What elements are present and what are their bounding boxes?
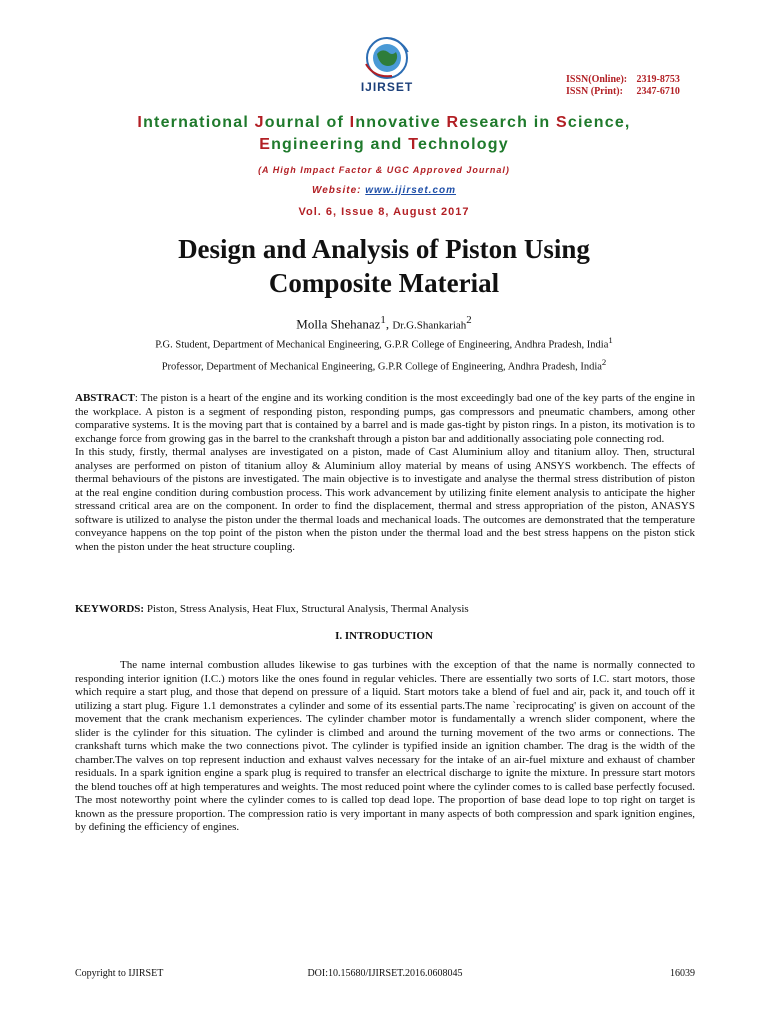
journal-title-part: echnology [417, 136, 509, 153]
affiliation-1-sup: 1 [608, 335, 613, 345]
journal-title-line2 [0, 136, 768, 154]
issn-online: 2319-8753 [636, 74, 680, 85]
journal-title-part: nternational [143, 114, 255, 131]
journal-title-part: R [446, 114, 460, 131]
footer-copyright: Copyright to IJIRSET [75, 968, 164, 979]
journal-title-part: nnovative [355, 114, 447, 131]
intro-paragraph-1: The name internal combustion alludes likewise to gas turbines with the exception of that the name is normally connected to responding interior ignition (I.C.) motors like the ones found in regular vehicles. There are essentially two sorts of I.C. start motors, those which require a start plug, and those that depend on pressure of a liquid. Start motors take a blend of fuel and air, pack it, and touch off it utilizing a start plug. Figure 1.1 demonstrates a cylinder and some of its essential parts.The name `reciprocating' is given on account of the movement that the crank mechanism experiences. The cylinder chamber motor is fundamentally a wrench slider component, where the slider is the cylinder for this situation. The cylinder is climbed and around the turning movement of the two arms or connections. The crankshaft turns which make the two connections pivot. The cylinder is typified inside an ignition chamber. The drag is the width of the chamber.The valves on top represent induction and exhaust valves necessary for the intake of an air-fuel mixture and exhaust of chamber residuals. In a spark ignition engine a spark plug is required to transfer an electrical discharge to ignite the mixture. In pressure start motors the blend touches off at high temperatures and weights. The most reduced point where the cylinder comes to is called base perfectly focused. The most noteworthy point where the cylinder comes to is called top dead lope. The proportion of base dead lope to top right on target is known as the pressure proportion. The compression ratio is very important in many aspects of both compression and spark ignition engines, by defining the efficiency of engines. [75, 659, 695, 833]
journal-title-line1 [0, 114, 768, 132]
authors [0, 314, 768, 332]
abstract-paragraph-1 [75, 392, 695, 446]
journal-title-part: S [556, 114, 568, 131]
paper-title-line1: Design and Analysis of Piston Using [178, 234, 590, 264]
author-1-sup: 1 [380, 314, 386, 326]
affiliation-2-text: Professor, Department of Mechanical Engineering, G.P.R College of Engineering, Andhra Pradesh, India [161, 361, 602, 373]
website-link[interactable]: www.ijirset.com [365, 185, 457, 196]
introduction [75, 659, 695, 835]
affiliation-1 [0, 335, 768, 351]
footer-doi: DOI:10.15680/IJIRSET.2016.0608045 [307, 968, 463, 979]
journal-title-part: cience, [567, 114, 631, 131]
website-line [0, 185, 768, 196]
journal-title-part: E [259, 136, 272, 153]
keywords-text: Piston, Stress Analysis, Heat Flux, Structural Analysis, Thermal Analysis [144, 603, 469, 615]
journal-logo [344, 34, 430, 96]
volume-issue: Vol. 6, Issue 8, August 2017 [298, 206, 470, 218]
section-heading-introduction: I. INTRODUCTION [335, 630, 433, 642]
paper-title-line2: Composite Material [268, 268, 500, 298]
abstract-paragraph-2: In this study, firstly, thermal analyses are investigated on a piston, made of Cast Aluminium alloy and titanium alloy. Then, structural analyses are performed on piston of titanium alloy & Aluminium alloy material by means of using ANSYS workbench. The effects of thermal behaviours of the pistons are investigated. The main objective is to investigate and analyse the thermal stress distribution of piston at the real engine condition during combustion process. This work advancement by utilizing finite element analysis to anticipate the higher stressand critical area are on the component. In order to find the displacement, thermal and stress appropriation of the piston, ANASYS software is utilized to analyse the piston under the thermal loads and mechanical loads. The outcomes are demonstrated that the temperature conveyance happens on the top point of the piston when the piston under the thermal load and the best stress happens on the piston stick when the piston under the heat structure coupling. [75, 446, 695, 553]
affiliation-1-text: P.G. Student, Department of Mechanical Engineering, G.P.R College of Engineering, Andhra Pradesh, India [155, 339, 609, 351]
keywords-label: KEYWORDS: [75, 603, 145, 615]
journal-tagline: (A High Impact Factor & UGC Approved Journal) [258, 165, 510, 175]
journal-title-part: I [137, 114, 144, 131]
abstract [75, 392, 695, 554]
journal-title-part: T [408, 136, 418, 153]
abstract-text-1: : The piston is a heart of the engine and its working condition is the most exceedingly bad one of the key parts of the engine in the workplace. A piston is a segment of responding piston, responding pumps, gas compressors and pneumatic chambers, among other comparative systems. It is the moving part that is contained by a barrel and is made gas-tight by piston rings. In a piston, its motivation is to exchange force from growing gas in the barrel to the crankshaft through a piston bar and additionally associating pole connecting rod. [75, 392, 695, 445]
issn-block [566, 74, 680, 98]
author-2-sup: 2 [466, 314, 472, 326]
logo-text: IJIRSET [360, 80, 414, 94]
footer-page-number: 16039 [670, 968, 695, 979]
issn-online-label: ISSN(Online): [566, 74, 628, 85]
abstract-label: ABSTRACT [75, 392, 135, 404]
author-separator: , [385, 316, 393, 332]
issn-print-label: ISSN (Print): [566, 86, 623, 97]
journal-title-part: I [349, 114, 356, 131]
affiliation-2-sup: 2 [601, 357, 607, 367]
globe-icon [344, 34, 430, 82]
journal-title-part: J [254, 114, 265, 131]
website-label: Website: [311, 185, 362, 196]
author-1: Molla Shehanaz [296, 316, 381, 332]
paper-title [0, 232, 768, 300]
keywords [75, 603, 695, 617]
journal-title-part: ngineering and [271, 136, 409, 153]
journal-title-part: esearch in [459, 114, 557, 131]
affiliation-2 [0, 357, 768, 373]
journal-title-part: ournal of [264, 114, 350, 131]
author-2: Dr.G.Shankariah [392, 319, 467, 332]
issn-print: 2347-6710 [636, 86, 680, 97]
